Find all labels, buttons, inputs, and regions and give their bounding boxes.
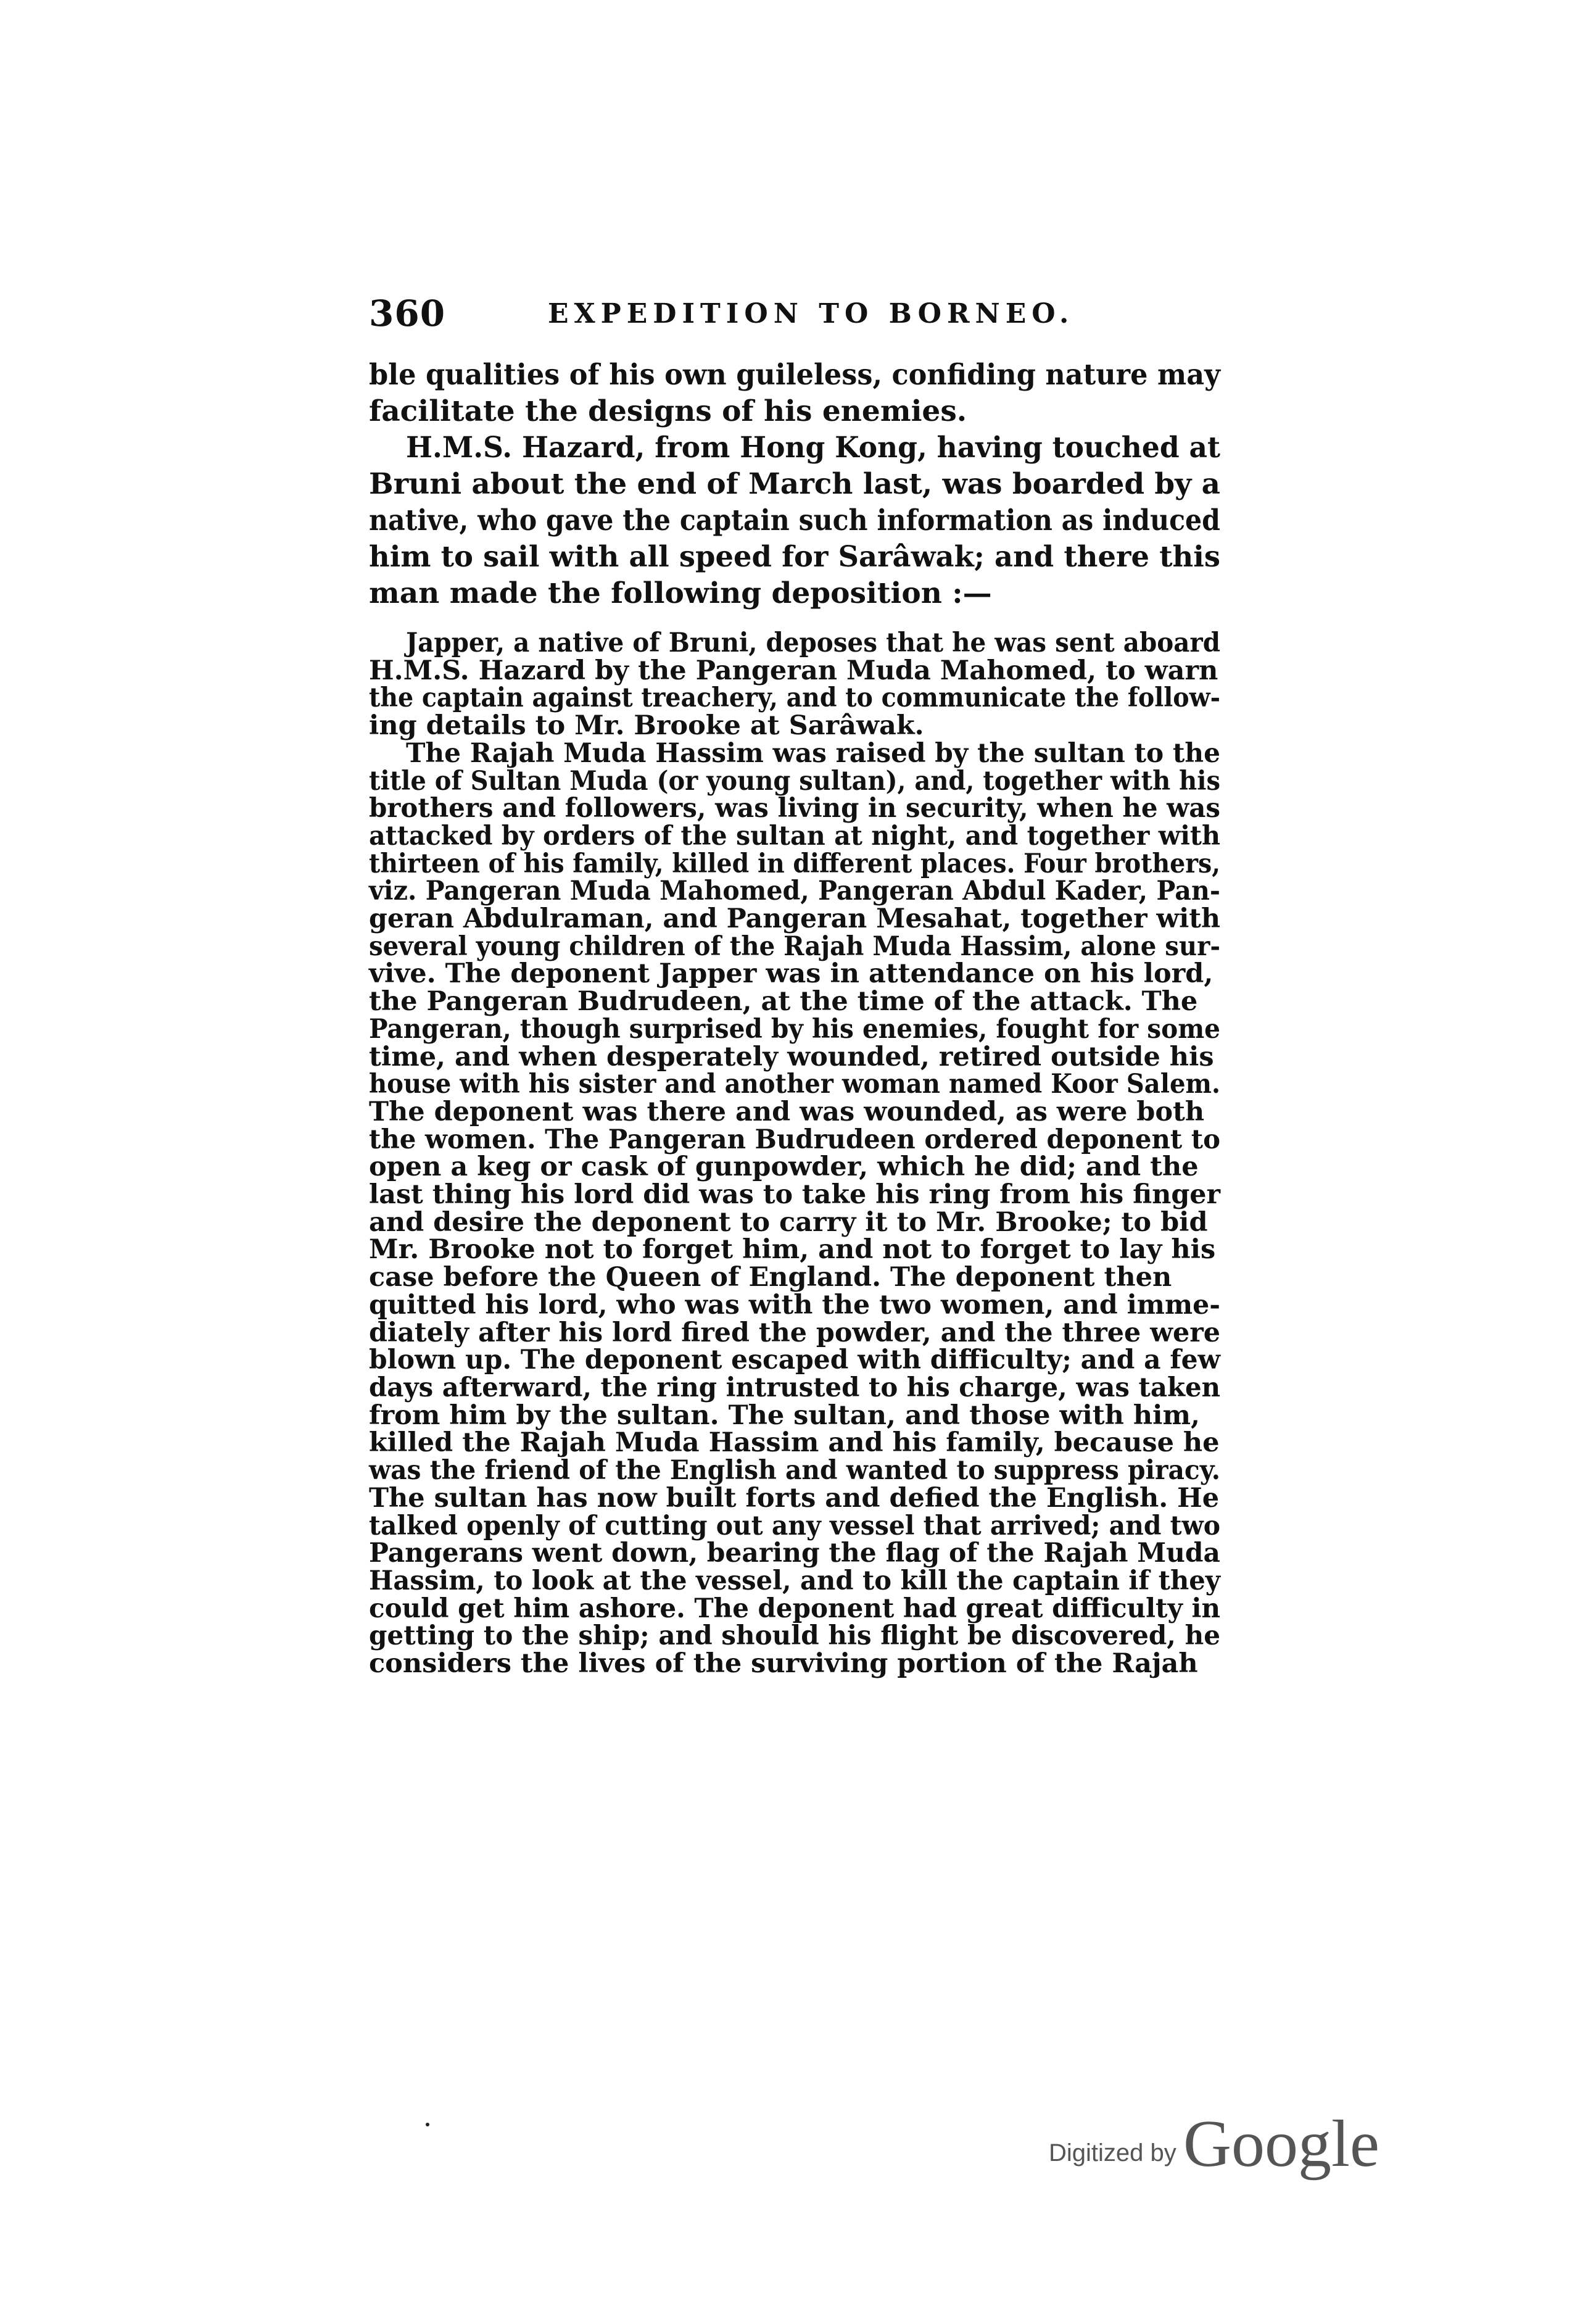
page-number: 360 <box>369 292 446 334</box>
text-line: could get him ashore. The deponent had great difficulty in <box>369 1593 1220 1624</box>
text-line: talked openly of cutting out any vessel that arrived; and two <box>369 1510 1220 1541</box>
text-line: H.M.S. Hazard by the Pangeran Muda Mahomed, to warn <box>369 655 1218 686</box>
text-line: ble qualities of his own guileless, confiding nature may <box>369 358 1220 392</box>
text-line: native, who gave the captain such information as induced <box>369 504 1220 537</box>
text-line: The deponent was there and was wounded, as were both <box>369 1096 1205 1127</box>
text-line: The sultan has now built forts and defied the English. He <box>369 1482 1220 1514</box>
text-line: facilitate the designs of his enemies. <box>369 394 967 428</box>
text-line: viz. Pangeran Muda Mahomed, Pangeran Abdul Kader, Pan- <box>369 876 1220 907</box>
text-line: brothers and followers, was living in security, when he was <box>369 793 1220 824</box>
text-line: Pangerans went down, bearing the flag of the Rajah Muda <box>369 1538 1220 1569</box>
text-line: blown up. The deponent escaped with difficulty; and a few <box>369 1345 1220 1376</box>
text-line: killed the Rajah Muda Hassim and his family, because he <box>369 1427 1220 1459</box>
text-line: considers the lives of the surviving portion of the Rajah <box>369 1648 1198 1680</box>
watermark-prefix: Digitized by <box>1049 2139 1176 2167</box>
text-line: the Pangeran Budrudeen, at the time of the attack. The <box>369 986 1198 1018</box>
text-line: Pangeran, though surprised by his enemies, fought for some <box>369 1013 1220 1045</box>
text-line: geran Abdulraman, and Pangeran Mesahat, together with <box>369 903 1220 935</box>
text-line: open a keg or cask of gunpowder, which he did; and the <box>369 1151 1199 1183</box>
text-line: vive. The deponent Japper was in attendance on his lord, <box>369 958 1214 990</box>
text-line: getting to the ship; and should his flight be discovered, he <box>369 1620 1220 1652</box>
text-line: Japper, a native of Bruni, deposes that he was sent aboard <box>406 628 1220 658</box>
text-line: Mr. Brooke not to forget him, and not to forget to lay his <box>369 1234 1216 1266</box>
text-line: the captain against treachery, and to communicate the follow- <box>369 682 1220 714</box>
digitized-by-google-watermark <box>1049 2107 1394 2181</box>
text-line: ing details to Mr. Brooke at Sarâwak. <box>369 710 924 742</box>
text-line: The Rajah Muda Hassim was raised by the sultan to the <box>406 737 1220 769</box>
google-logo: Google <box>1183 2107 1379 2181</box>
text-line: and desire the deponent to carry it to Mr. Brooke; to bid <box>369 1206 1208 1238</box>
text-line: quitted his lord, who was with the two women, and imme- <box>369 1289 1220 1321</box>
page-header <box>369 289 1233 338</box>
text-line: time, and when desperately wounded, retired outside his <box>369 1041 1214 1072</box>
text-line: days afterward, the ring intrusted to his charge, was taken <box>369 1372 1220 1403</box>
text-line: from him by the sultan. The sultan, and those with him, <box>369 1399 1200 1431</box>
stray-mark <box>426 2123 429 2126</box>
text-line: the women. The Pangeran Budrudeen ordered deponent to <box>369 1124 1220 1155</box>
text-line: H.M.S. Hazard, from Hong Kong, having touched at <box>406 431 1220 465</box>
deposition-text <box>369 629 1220 1678</box>
text-line: several young children of the Rajah Muda Hassim, alone sur- <box>369 931 1220 962</box>
text-line: Hassim, to look at the vessel, and to kill the captain if they <box>369 1565 1220 1596</box>
text-line: title of Sultan Muda (or young sultan), and, together with his <box>369 765 1220 797</box>
text-line: Bruni about the end of March last, was boarded by a <box>369 467 1220 501</box>
text-line: house with his sister and another woman named Koor Salem. <box>369 1069 1220 1100</box>
text-line: diately after his lord fired the powder, and the three were <box>369 1317 1220 1348</box>
text-line: case before the Queen of England. The deponent then <box>369 1262 1172 1293</box>
text-line: was the friend of the English and wanted to suppress piracy. <box>369 1455 1220 1486</box>
text-line: him to sail with all speed for Sarâwak; and there this <box>369 540 1220 574</box>
intro-text <box>369 357 1220 612</box>
running-head: EXPEDITION TO BORNEO. <box>548 298 1075 330</box>
deposition-paragraph-2 <box>369 737 1220 1680</box>
text-line: last thing his lord did was to take his ring from his finger <box>369 1179 1220 1211</box>
text-line: thirteen of his family, killed in different places. Four brothers, <box>369 848 1220 879</box>
text-line: man made the following deposition :— <box>369 576 992 610</box>
deposition-paragraph-1 <box>369 629 1220 740</box>
intro-paragraph-1 <box>369 357 1220 429</box>
text-line: attacked by orders of the sultan at night, and together with <box>369 820 1220 852</box>
intro-paragraph-2 <box>369 429 1220 612</box>
